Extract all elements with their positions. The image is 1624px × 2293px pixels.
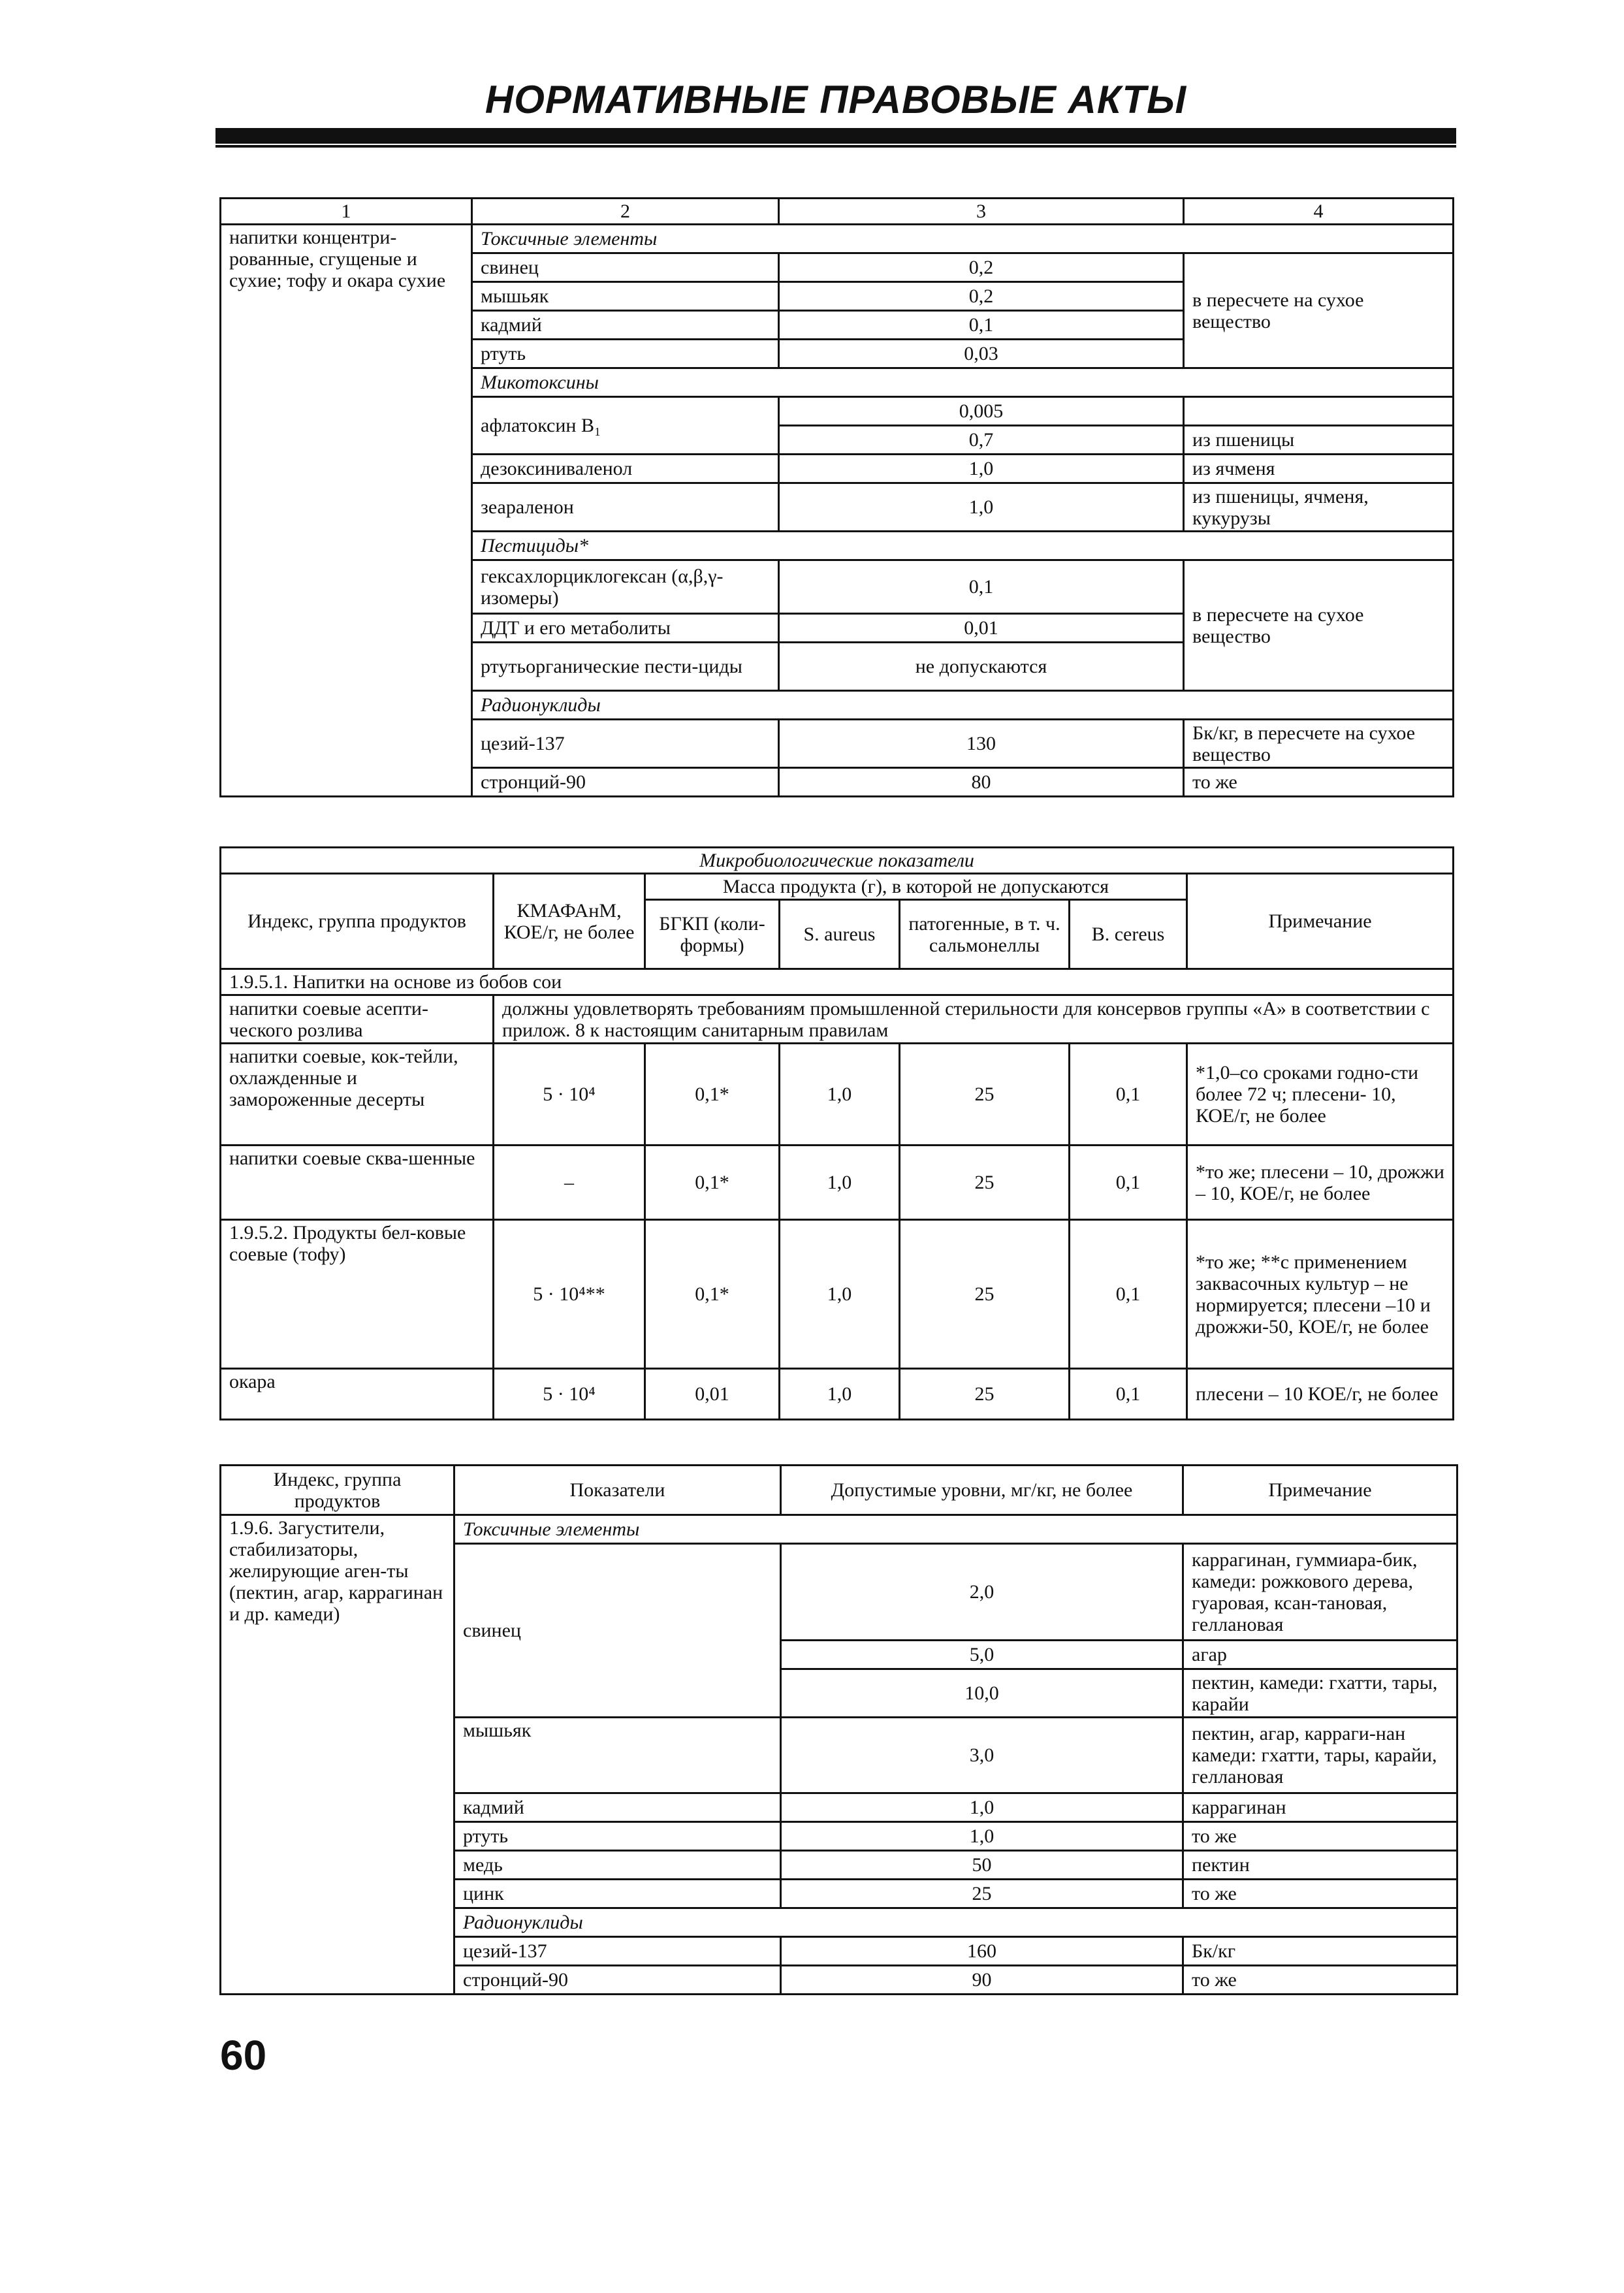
note: из пшеницы, ячменя, кукурузы [1184,483,1454,532]
value: 3,0 [781,1718,1183,1793]
value: 1,0 [780,1369,900,1420]
value: не допускаются [779,643,1184,691]
section-label: Микотоксины [472,368,1454,397]
value: 1,0 [780,1044,900,1146]
note: каррагинан [1183,1793,1457,1822]
note: пектин, агар, карраги-нан камеди: гхатти, тары, карайи, геллановая [1183,1718,1457,1793]
header-index: Индекс, группа продуктов [221,1466,454,1515]
indicator: мышьяк [454,1718,781,1793]
table-thickeners [219,1464,1458,1995]
value: 25 [900,1146,1070,1220]
product-group: 1.9.6. Загустители, стабилизаторы, желирующие аген-ты (пектин, агар, каррагинан и др. камеди) [221,1515,454,1995]
value: 0,2 [779,282,1184,311]
value: 25 [900,1369,1070,1420]
header-rule-thin [215,145,1456,148]
product-group: 1.9.5.2. Продукты бел-ковые соевые (тофу) [221,1220,494,1369]
header-kmafanm: КМАФАнМ, КОЕ/г, не более [494,874,645,969]
indicator: стронций-90 [454,1966,781,1995]
indicator: ртутьорганические пести-циды [472,643,779,691]
header-bcereus: B. cereus [1070,900,1187,969]
value: 160 [781,1937,1183,1966]
section-label: Радионуклиды [472,691,1454,720]
note: в пересчете на сухое вещество [1184,253,1454,368]
indicator: гексахлорциклогексан (α,β,γ-изомеры) [472,560,779,614]
indicator: цезий-137 [454,1937,781,1966]
value: 80 [779,768,1184,797]
indicator: зеараленон [472,483,779,532]
value: 5 · 10⁴** [494,1220,645,1369]
value: 1,0 [780,1146,900,1220]
value: 10,0 [781,1669,1183,1718]
note: из пшеницы [1184,426,1454,455]
indicator: ртуть [454,1822,781,1851]
value: 1,0 [780,1220,900,1369]
value: 2,0 [781,1544,1183,1641]
product-group: напитки соевые сква-шенные [221,1146,494,1220]
note: в пересчете на сухое вещество [1184,560,1454,691]
note: плесени – 10 КОЕ/г, не более [1187,1369,1454,1420]
header-saureus: S. aureus [780,900,900,969]
header-levels: Допустимые уровни, мг/кг, не более [781,1466,1183,1515]
table-contaminants [219,197,1454,797]
header-pathogens: патогенные, в т. ч. сальмонеллы [900,900,1070,969]
note [1184,397,1454,426]
indicator: кадмий [472,311,779,340]
page-header-title: НОРМАТИВНЫЕ ПРАВОВЫЕ АКТЫ [485,78,1187,121]
table-title: Микробиологические показатели [221,848,1454,874]
value: 0,1* [645,1220,780,1369]
col-number: 3 [779,199,1184,225]
note: пектин [1183,1851,1457,1880]
value: 0,2 [779,253,1184,282]
value: 0,005 [779,397,1184,426]
header-indicators: Показатели [454,1466,781,1515]
col-number: 1 [221,199,472,225]
value: 0,01 [645,1369,780,1420]
value: 1,0 [781,1793,1183,1822]
note: из ячменя [1184,455,1454,483]
value: 0,01 [779,614,1184,643]
section-label: Пестициды* [472,532,1454,560]
header-mass: Масса продукта (г), в которой не допускаются [645,874,1187,900]
header-rule [215,128,1456,144]
header-note: Примечание [1187,874,1454,969]
note: то же [1183,1822,1457,1851]
value: – [494,1146,645,1220]
value: 0,1 [779,311,1184,340]
header-index: Индекс, группа продуктов [221,874,494,969]
indicator: медь [454,1851,781,1880]
value: 0,1* [645,1146,780,1220]
value: 25 [900,1220,1070,1369]
value: 130 [779,720,1184,768]
value: 1,0 [779,483,1184,532]
value: 5 · 10⁴ [494,1044,645,1146]
value: 0,1 [1070,1146,1187,1220]
indicator: афлатоксин B₁ [472,397,779,455]
note: пектин, камеди: гхатти, тары, карайи [1183,1669,1457,1718]
value: 90 [781,1966,1183,1995]
indicator: свинец [472,253,779,282]
note: Бк/кг, в пересчете на сухое вещество [1184,720,1454,768]
value: 1,0 [779,455,1184,483]
indicator: дезоксиниваленол [472,455,779,483]
section-label: Токсичные элементы [454,1515,1457,1544]
note: то же [1184,768,1454,797]
note: *1,0–со сроками годно-сти более 72 ч; плесени- 10, КОЕ/г, не более [1187,1044,1454,1146]
value: 25 [781,1880,1183,1908]
indicator: стронций-90 [472,768,779,797]
header-note: Примечание [1183,1466,1457,1515]
note: то же [1183,1966,1457,1995]
value: 0,1* [645,1044,780,1146]
col-number: 2 [472,199,779,225]
value: 0,1 [779,560,1184,614]
value: 0,1 [1070,1044,1187,1146]
product-group: напитки соевые, кок-тейли, охлажденные и замороженные десерты [221,1044,494,1146]
section-label: Токсичные элементы [472,225,1454,253]
indicator: ртуть [472,340,779,368]
note: *то же; плесени – 10, дрожжи – 10, КОЕ/г, не более [1187,1146,1454,1220]
note: то же [1183,1880,1457,1908]
indicator: цезий-137 [472,720,779,768]
section-label: 1.9.5.1. Напитки на основе из бобов сои [221,969,1454,995]
value: 0,1 [1070,1220,1187,1369]
note: агар [1183,1641,1457,1669]
value: 5,0 [781,1641,1183,1669]
value: 0,7 [779,426,1184,455]
page-number: 60 [220,2032,267,2079]
header-bgkp: БГКП (коли-формы) [645,900,780,969]
value: 0,03 [779,340,1184,368]
note: *то же; **с применением закваcочных культур – не нормируется; плесени –10 и дрожжи-50, КОЕ/г, не более [1187,1220,1454,1369]
indicator: ДДТ и его метаболиты [472,614,779,643]
value: 5 · 10⁴ [494,1369,645,1420]
table-microbiology [219,846,1454,1420]
product-group: окара [221,1369,494,1420]
indicator: свинец [454,1544,781,1718]
indicator: кадмий [454,1793,781,1822]
value: 0,1 [1070,1369,1187,1420]
section-label: Радионуклиды [454,1908,1457,1937]
product-group: напитки концентри-рованные, сгущеные и сухие; тофу и окара сухие [221,225,472,797]
value: 1,0 [781,1822,1183,1851]
requirement-text: должны удовлетворять требованиям промышленной стерильности для консервов группы «А» в соответствии с прилож. 8 к настоящим санитарным правилам [494,995,1454,1044]
value: 50 [781,1851,1183,1880]
note: Бк/кг [1183,1937,1457,1966]
note: каррагинан, гуммиара-бик, камеди: рожкового дерева, гуаровая, ксан-тановая, геллановая [1183,1544,1457,1641]
value: 25 [900,1044,1070,1146]
product-group: напитки соевые асепти-ческого розлива [221,995,494,1044]
col-number: 4 [1184,199,1454,225]
indicator: цинк [454,1880,781,1908]
indicator: мышьяк [472,282,779,311]
